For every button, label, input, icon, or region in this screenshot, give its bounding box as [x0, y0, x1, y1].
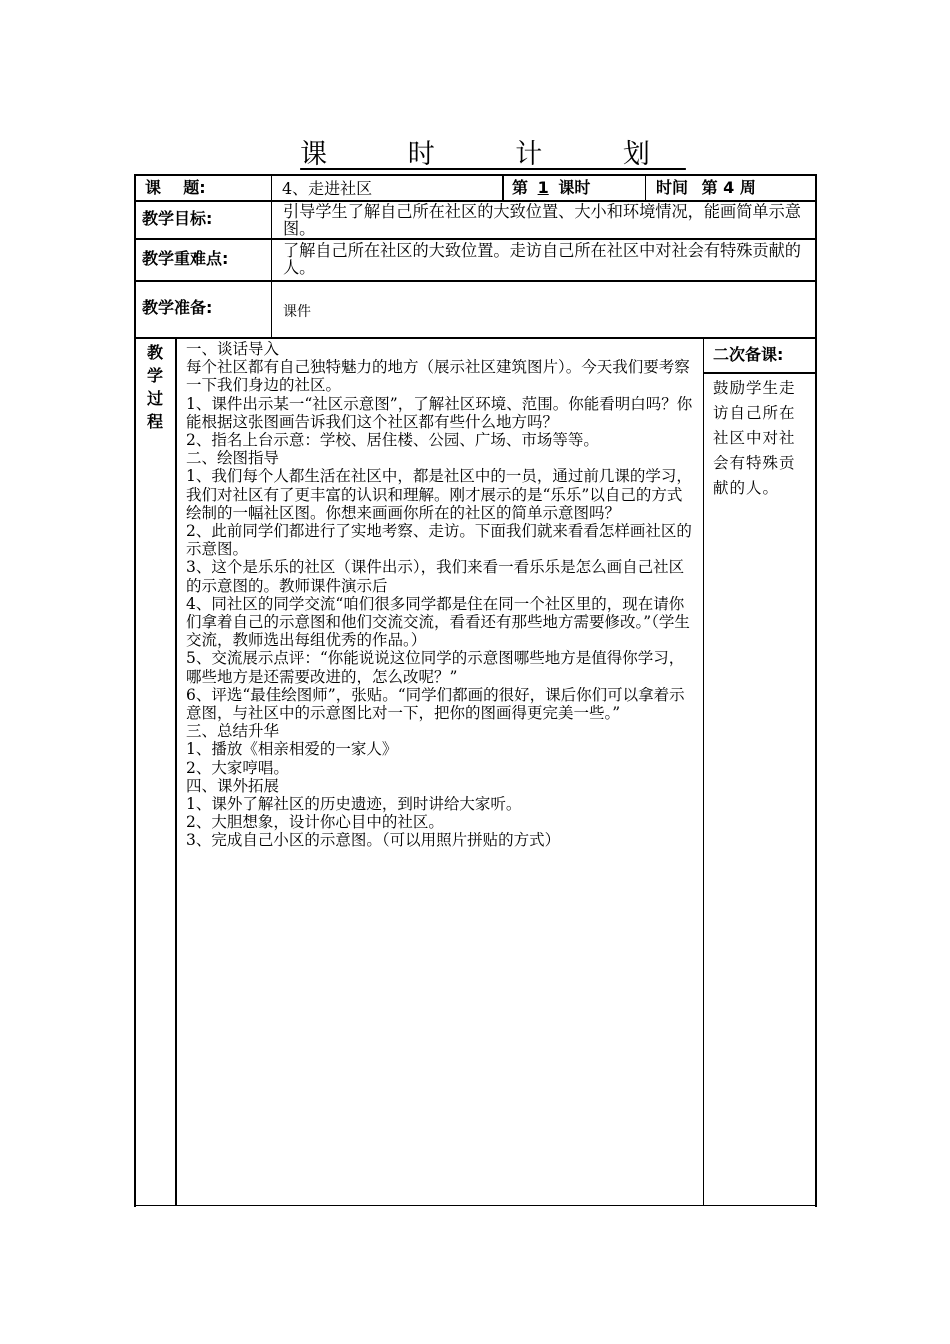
- process-line: 3、完成自己小区的示意图。（可以用照片拼贴的方式）: [186, 831, 561, 850]
- key-points-label: 教学重难点:: [142, 249, 229, 268]
- prep-text: 课件: [283, 304, 311, 320]
- process-line: 一、谈话导入: [186, 340, 280, 358]
- period-suffix: 课时: [558, 178, 591, 197]
- table-border-left: [134, 174, 136, 1207]
- process-body: [186, 340, 697, 850]
- prep-label: 教学准备:: [142, 298, 213, 317]
- process-line: 4、同社区的同学交流“咱们很多同学都是住在同一个社区里的，现在请你们拿着自己的示意图和他们交流交流，看看还有那些地方需要修改。”（学生交流，教师选出每组优秀的作品。）: [186, 594, 690, 650]
- key-points-text: 了解自己所在社区的大致位置。走访自己所在社区中对社会有特殊贡献的人。: [283, 241, 801, 277]
- time-label: 时间: [656, 178, 689, 197]
- process-line: 三、总结升华: [186, 722, 280, 741]
- process-line: 1、播放《相亲相爱的一家人》: [186, 740, 398, 759]
- col-divider: [271, 174, 272, 339]
- process-line: 5、交流展示点评：“你能说说这位同学的示意图哪些地方是值得你学习，哪些地方是还需要改进的，怎么改呢？”: [186, 649, 685, 686]
- process-label: [140, 341, 170, 433]
- process-line: 6、评选“最佳绘图师”，张贴。“同学们都画的很好，课后你们可以拿着示意图，与社区中的示意图比对一下，把你的图画得更完美一些。”: [186, 685, 685, 723]
- secondary-label-divider: [703, 372, 816, 374]
- col-divider: [175, 337, 177, 1206]
- secondary-text: 鼓励学生走访自己所在社区中对社会有特殊贡献的人。: [713, 379, 796, 497]
- process-label-char: 教: [146, 343, 163, 362]
- goal-text: 引导学生了解自己所在社区的大致位置、大小和环境情况，能画简单示意图。: [283, 202, 801, 238]
- period-prefix: 第: [512, 178, 529, 197]
- period-number: 1: [537, 178, 549, 197]
- col-divider: [502, 174, 504, 202]
- row-divider: [134, 238, 817, 240]
- table-border-right: [815, 174, 817, 1207]
- process-line: 二、绘图指导: [186, 449, 280, 468]
- process-line: 3、这个是乐乐的社区（课件出示），我们来看一看乐乐是怎么画自己社区的示意图的。教师课件演示后: [186, 558, 685, 595]
- process-line: 2、此前同学们都进行了实地考察、走访。下面我们就来看看怎样画社区的示意图。: [186, 522, 692, 559]
- period-field: [512, 178, 590, 198]
- row-divider: [134, 337, 817, 339]
- process-label-char: 学: [146, 366, 163, 385]
- page-title: 课 时 计 划: [300, 139, 686, 170]
- secondary-label: 二次备课:: [713, 345, 784, 364]
- week-value: 第 4 周: [701, 178, 756, 197]
- topic-value: 4、走进社区: [282, 179, 373, 198]
- process-line: 每个社区都有自己独特魅力的地方（展示社区建筑图片）。今天我们要考察一下我们身边的社区。: [186, 358, 690, 395]
- process-label-char: 过: [146, 389, 163, 408]
- process-line: 四、课外拓展: [186, 776, 280, 795]
- table-border-bottom: [134, 1205, 817, 1206]
- goal-label: 教学目标:: [142, 209, 213, 228]
- col-divider: [645, 174, 646, 202]
- process-line: 1、课件出示某一“社区示意图”，了解社区环境、范围。你能看明白吗？你能根据这张图画告诉我们这个社区都有些什么地方吗？: [186, 394, 693, 431]
- row-divider: [134, 280, 817, 282]
- process-label-char: 程: [146, 412, 163, 431]
- time-field: [656, 178, 756, 198]
- col-divider: [703, 337, 704, 1206]
- process-line: 2、大家哼唱。: [186, 758, 289, 777]
- process-line: 2、大胆想象，设计你心目中的社区。: [186, 813, 444, 832]
- process-line: 2、指名上台示意：学校、居住楼、公园、广场、市场等等。: [186, 431, 599, 450]
- topic-label: 课 题:: [145, 178, 206, 197]
- process-line: 1、课外了解社区的历史遗迹，到时讲给大家听。: [186, 795, 522, 814]
- process-line: 1、我们每个人都生活在社区中，都是社区中的一员，通过前几课的学习，我们对社区有了更丰富的认识和理解。刚才展示的是“乐乐”以自己的方式绘制的一幅社区图。你想来画画你所在的社区的简单示意图吗？: [186, 467, 692, 522]
- table-border-top: [134, 174, 817, 176]
